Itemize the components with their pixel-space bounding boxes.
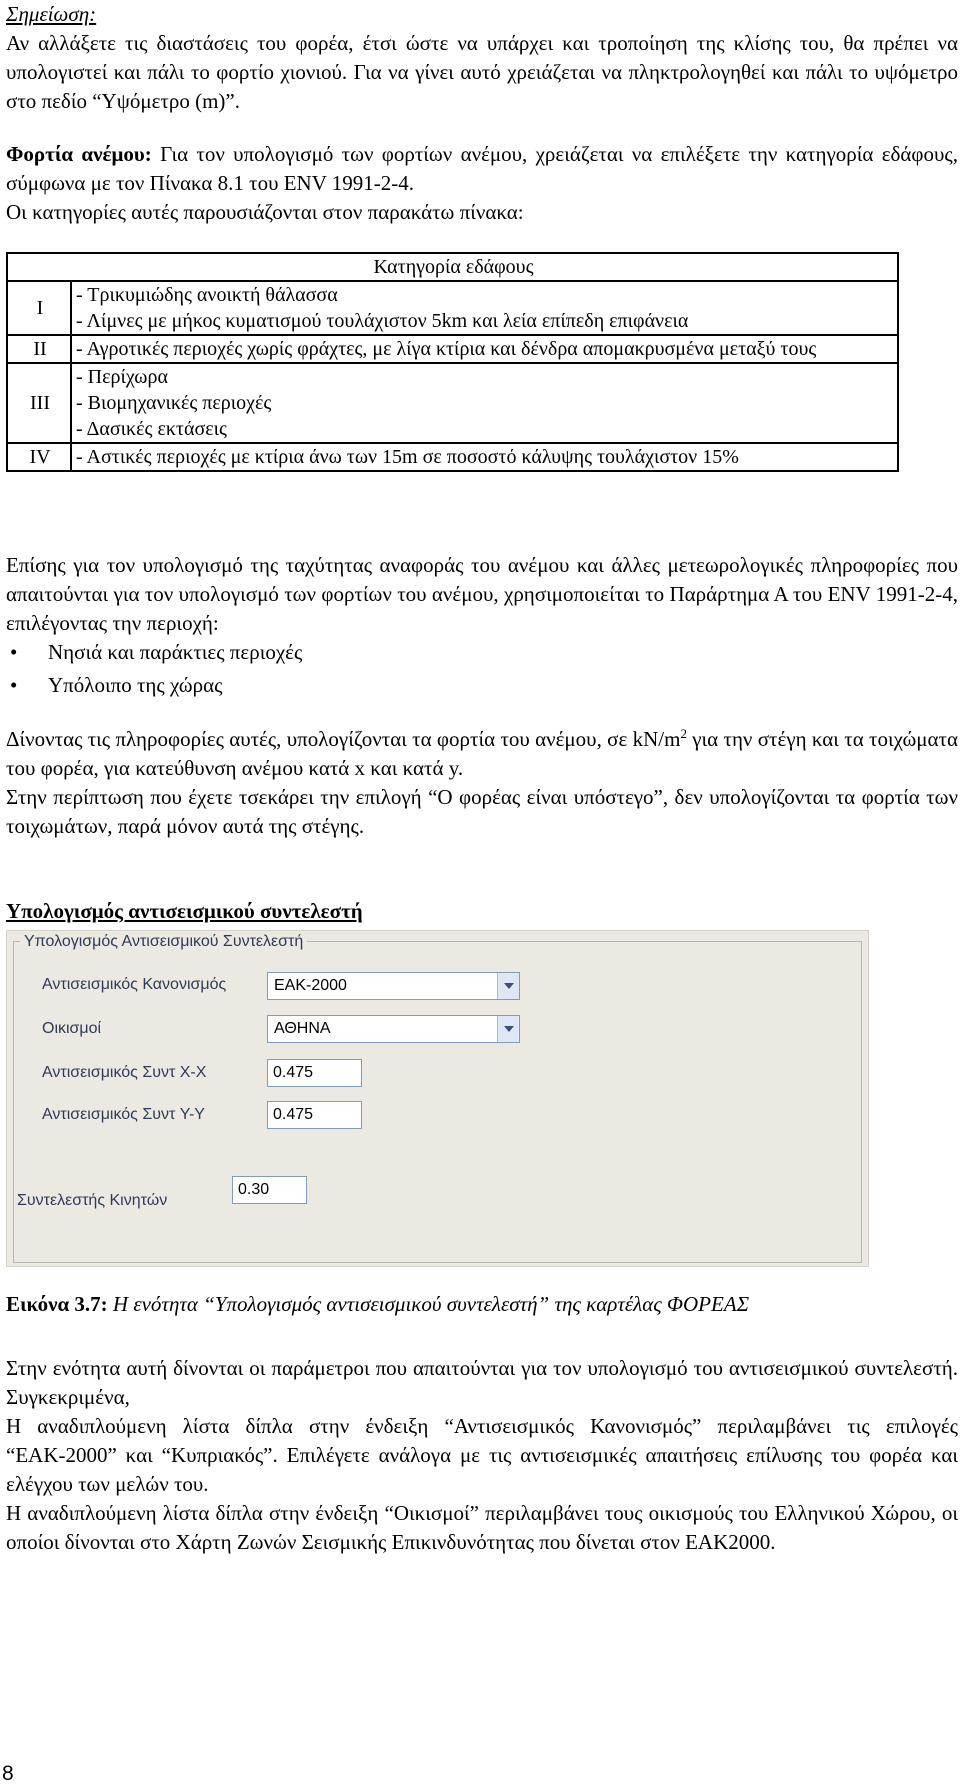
description-line: - Αστικές περιοχές με κτίρια άνω των 15m σε ποσοστό κάλυψης τουλάχιστον 15% [76,446,739,468]
list-item-text: Υπόλοιπο της χώρας [48,673,223,697]
loads-paragraph [6,725,958,783]
wind-text: Για τον υπολογισμό των φορτίων ανέμου, χρειάζεται να επιλέξετε την κατηγορία εδάφους, σύμφωνα με τον Πίνακα 8.1 του ENV 1991-2-4. [6,142,958,195]
group-legend: Υπολογισμός Αντισεισμικού Συντελεστή [20,933,307,951]
description-line: - Αγροτικές περιοχές χωρίς φράχτες, με λίγα κτίρια και δένδρα απομακρυσμένα μεταξύ τους [76,338,817,360]
category-cell: IV [7,443,71,471]
shed-paragraph: Στην περίπτωση που έχετε τσεκάρει την επιλογή “Ο φορέας είναι υπόστεγο”, δεν υπολογίζονται τα φορτία των τοιχωμάτων, παρά μόνον αυτά της στέγης. [6,785,958,838]
table-row [7,363,898,443]
loads-text-b: για την στέγη και τα τοιχώματα του φορέα, για κατεύθυνση ανέμου κατά x και κατά y. [6,727,958,780]
wind-paragraph [6,140,958,198]
settlements-dropdown[interactable] [267,1015,520,1043]
section-heading: Υπολογισμός αντισεισμικού συντελεστή [6,899,363,923]
note-title: Σημείωση: [6,2,97,26]
description-line: - Βιομηχανικές περιοχές [76,392,272,414]
annex-paragraph: Επίσης για τον υπολογισμό της ταχύτητας αναφοράς του ανέμου και άλλες μετεωρολογικές πληροφορίες που απαιτούνται για τον υπολογισμό των φορτίων του ανέμου, χρησιμοποιείται το Παράρτημα Α του ENV 1991-2-4, επιλέγοντας την περιοχή: [6,553,958,635]
description-cell [71,335,898,363]
settlements-value: ΑΘΗΝΑ [274,1020,331,1037]
description-cell [71,443,898,471]
table-row [7,281,898,335]
caption-label: Εικόνα 3.7: [6,1292,108,1316]
live-load-coef-input[interactable]: 0.30 [232,1176,307,1204]
wind-intro: Οι κατηγορίες αυτές παρουσιάζονται στον παρακάτω πίνακα: [6,200,524,224]
settlements-paragraph: Η αναδιπλούμενη λίστα δίπλα στην ένδειξη “Οικισμοί” περιλαμβάνει τους οικισμούς του Ελληνικού Χώρου, οι οποίοι δίνονται στο Χάρτη Ζωνών Σεισμικής Επικινδυνότητας που δίνεται στον ΕΑΚ2000. [6,1501,958,1554]
description-line: - Λίμνες με μήκος κυματισμού τουλάχιστον 5km και λεία επίπεδη επιφάνεια [76,310,689,332]
category-cell: II [7,335,71,363]
table-row [7,443,898,471]
terrain-category-table [6,252,899,472]
description-line: - Τρικυμιώδης ανοικτή θάλασσα [76,284,338,306]
coef-yy-label: Αντισεισμικός Συντ Y-Y [42,1106,205,1123]
code-paragraph: Η αναδιπλούμενη λίστα δίπλα στην ένδειξη “Αντισεισμικός Κανονισμός” περιλαμβάνει τις επιλογές “ΕΑΚ-2000” και “Κυπριακός”. Επιλέγετε ανάλογα με τις αντισεισμικές απαιτήσεις επίλυσης του φορέα και ελέγχου των μελών του. [6,1414,958,1496]
description-cell [71,281,898,335]
list-item-text: Νησιά και παράκτιες περιοχές [48,640,303,664]
description-line: - Δασικές εκτάσεις [76,418,227,440]
chevron-down-icon[interactable] [497,1016,519,1042]
table-row [7,335,898,363]
category-cell: I [7,281,71,335]
table-header-row [7,253,898,281]
seismic-coefficient-panel [6,930,869,1267]
caption-text: Η ενότητα “Υπολογισμός αντισεισμικού συντελεστή” της καρτέλας ΦΟΡΕΑΣ [107,1292,750,1316]
coef-xx-label: Αντισεισμικός Συντ X-X [42,1064,207,1081]
description-cell [71,363,898,443]
coef-yy-input[interactable]: 0.475 [267,1101,362,1129]
figure-caption [6,1290,749,1319]
live-load-coef-label: Συντελεστής Κινητών [17,1192,168,1209]
chevron-down-icon[interactable] [497,973,519,999]
description-line: - Περίχωρα [76,366,168,388]
table-header: Κατηγορία εδάφους [7,253,898,281]
settlements-label: Οικισμοί [42,1020,102,1037]
wind-label: Φορτία ανέμου: [6,142,152,166]
superscript: 2 [680,726,687,741]
bullet-icon: • [10,673,18,697]
loads-text-a: Δίνοντας τις πληροφορίες αυτές, υπολογίζονται τα φορτία του ανέμου, σε kN/m [6,727,681,751]
seismic-code-label: Αντισεισμικός Κανονισμός [42,976,227,993]
category-cell: III [7,363,71,443]
seismic-code-value: ΕΑΚ-2000 [274,977,347,994]
bullet-icon: • [10,640,18,664]
section-paragraph: Στην ενότητα αυτή δίνονται οι παράμετροι που απαιτούνται για τον υπολογισμό του αντισεισμικού συντελεστή. Συγκεκριμένα, [6,1356,958,1409]
seismic-code-dropdown[interactable] [267,972,520,1000]
note-paragraph: Αν αλλάξετε τις διαστάσεις του φορέα, έτσι ώστε να υπάρχει και τροποίηση της κλίσης του, θα πρέπει να υπολογιστεί και πάλι το φορτίο χιονιού. Για να γίνει αυτό χρειάζεται να πληκτρολογηθεί και πάλι το υψόμετρο στο πεδίο “Υψόμετρο (m)”. [6,31,958,113]
coef-xx-input[interactable]: 0.475 [267,1059,362,1087]
page-number: 8 [2,1762,14,1785]
